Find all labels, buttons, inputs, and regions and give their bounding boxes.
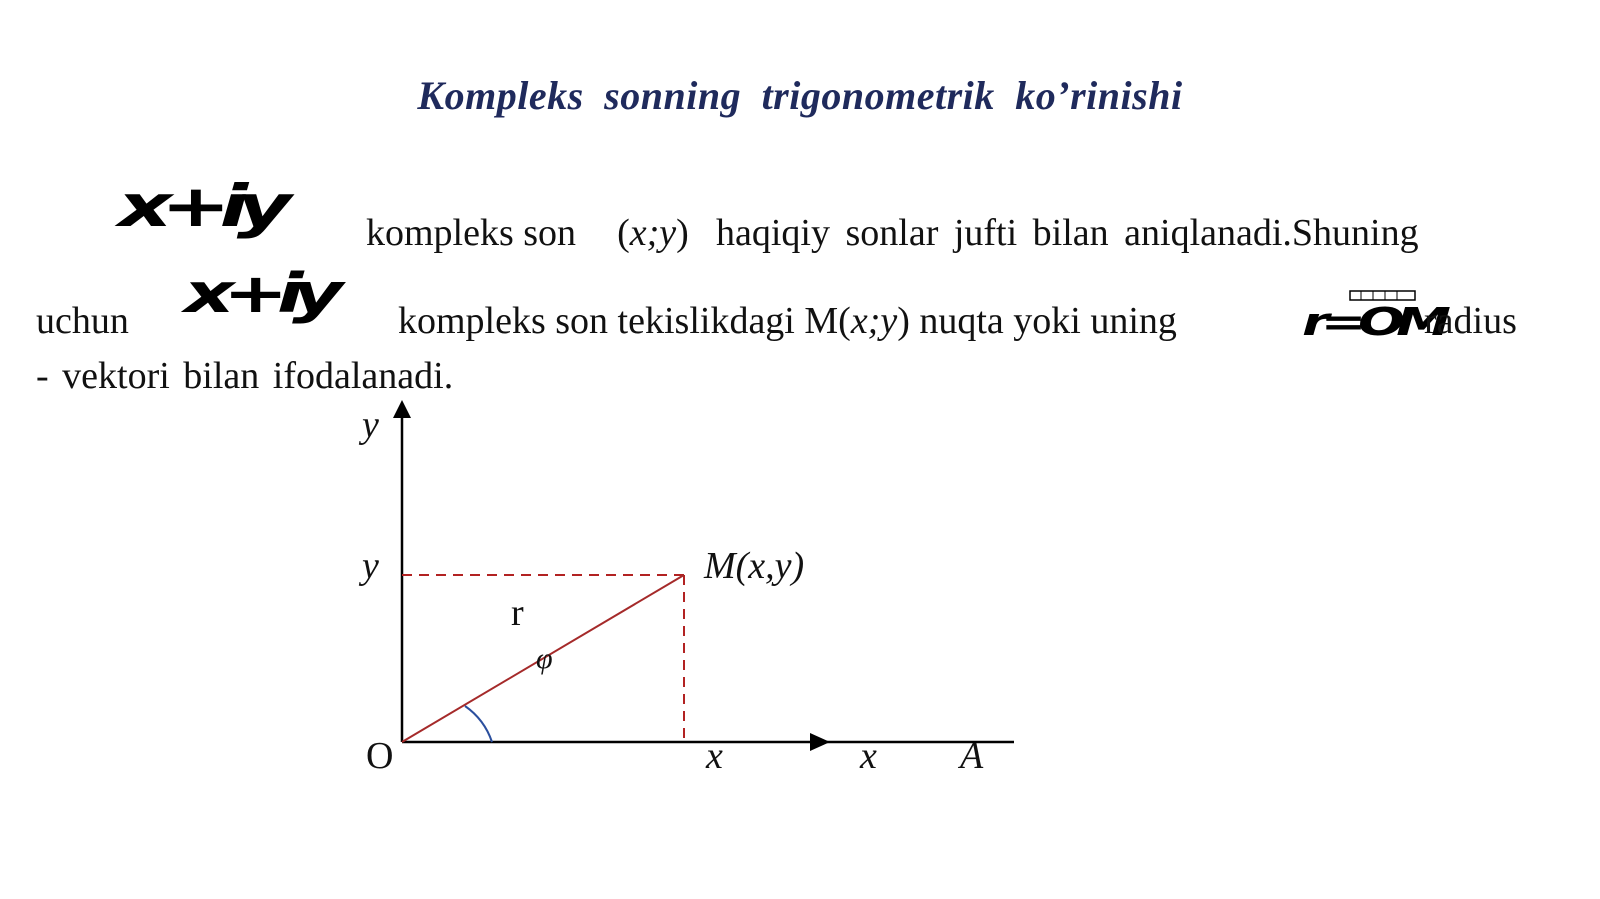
line1-text: kompleks son <box>366 212 577 254</box>
point-a-label: A <box>960 735 984 777</box>
formula-x-plus-iy-1: x+iy <box>118 172 280 240</box>
x-axis-arrow-icon <box>810 733 830 751</box>
pair-open: ( <box>617 212 630 254</box>
radius-label: r <box>511 592 524 634</box>
angle-arc <box>465 706 492 742</box>
line2-xy: x;y <box>850 300 898 342</box>
slide-title: Kompleks sonning trigonometrik ko’rinishi <box>417 73 1183 118</box>
pair-close: ) <box>676 212 689 254</box>
angle-label: φ <box>536 642 553 675</box>
paragraph-line-3: - vektori bilan ifodalanadi. <box>36 355 454 397</box>
line2-after: ) nuqta yoki uning <box>897 300 1177 342</box>
line2-start: uchun <box>36 300 129 342</box>
line1-rest: haqiqiy sonlar jufti bilan aniqlanadi.Shuning <box>716 212 1419 254</box>
formula-x-plus-iy-2: x+iy <box>184 262 332 325</box>
line2-end: radius <box>1424 300 1517 342</box>
formula-r-vector: r=OM <box>1302 300 1443 344</box>
origin-label: O <box>366 735 394 777</box>
point-m-label: M(x,y) <box>704 545 805 587</box>
axis-y-label: y <box>362 404 379 446</box>
y-axis-arrow-icon <box>393 400 411 418</box>
y-tick-label: y <box>362 545 379 587</box>
pair-xy: x;y <box>629 212 677 254</box>
x-tick-label: x <box>706 735 723 777</box>
line2-mid: kompleks son tekislikdagi M( <box>398 300 851 342</box>
axis-x-label: x <box>860 735 877 777</box>
